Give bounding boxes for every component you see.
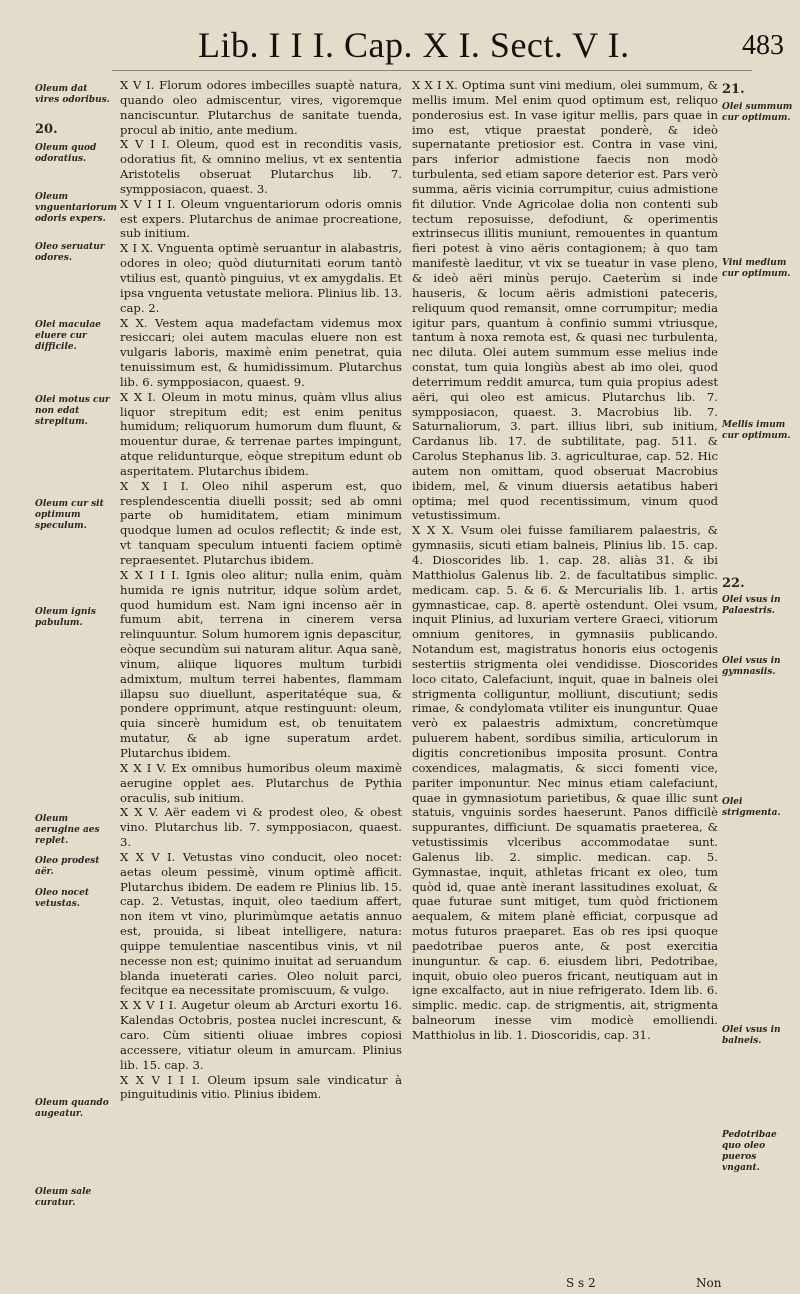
- margin-note: Oleum cur sit optimum speculum.: [35, 499, 104, 531]
- margin-note: Olei summum cur optimum.: [722, 102, 793, 123]
- header-rule: [112, 70, 752, 71]
- section-number-text: 20.: [35, 122, 58, 137]
- margin-note: Oleo prodest aër.: [35, 856, 100, 877]
- margin-note: Olei maculae eluere cur difficile.: [35, 320, 101, 352]
- margin-note: Oleum quod odoratius.: [35, 143, 97, 164]
- paragraph: X X I I. Oleo nihil asperum est, quo resplendescentia diuelli possit; sed ab omni parte ob humiditatem, etiam minimum quodque lumen ad oculos reflectit; & inde est, vt tanquam speculum intuenti faciem optimè repraesentet. Plutarchus ibidem.: [120, 478, 402, 567]
- section-number: [722, 578, 796, 589]
- margin-note: Vini medium cur optimum.: [722, 258, 791, 279]
- margin-note: Mellis imum cur optimum.: [722, 420, 791, 441]
- margin-note: Oleum ignis pabulum.: [35, 607, 96, 628]
- paragraph: X X V I I. Augetur oleum ab Arcturi exortu 16. Kalendas Octobris, postea nuclei increscunt, & caro. Cùm sitienti oliuae imbres copiosi accessere, vitiatur oleum in amurcam. Plinius lib. 15. cap. 3.: [120, 998, 402, 1072]
- paragraph: X X V. Aër eadem vi & prodest oleo, & obest vino. Plutarchus lib. 7. sympposiacon, quaest. 3.: [120, 805, 402, 850]
- margin-note: Oleum quando augeatur.: [35, 1098, 109, 1119]
- margin-note: Olei vsus in Palaestris.: [722, 595, 781, 616]
- margin-note: Olei strigmenta.: [722, 797, 781, 818]
- section-number: [722, 84, 796, 95]
- margin-note: Pedotribae quo oleo pueros vngant.: [722, 1130, 777, 1173]
- paragraph: X X I V. Ex omnibus humoribus oleum maximè aerugine opplet aes. Plutarchus de Pythia oraculis, sub initium.: [120, 760, 402, 805]
- margin-note: Oleum aerugine aes replet.: [35, 814, 100, 846]
- margin-note: Oleum vnguentariorum odoris expers.: [35, 192, 117, 224]
- section-number-text: 22.: [722, 576, 745, 591]
- paragraph: X X V I I I. Oleum ipsum sale vindicatur à pinguitudinis vitio. Plinius ibidem.: [120, 1072, 402, 1102]
- paragraph: X V I I I. Oleum vnguentariorum odoris omnis est expers. Plutarchus de animae procreatione, sub initium.: [120, 196, 402, 241]
- page-number: 483: [742, 30, 784, 61]
- section-number-text: 21.: [722, 82, 745, 97]
- paragraph: X X V I. Vetustas vino conducit, oleo nocet: aetas oleum pessimè, vinum optimè afficit. Plutarchus ibidem. De eadem re Plinius lib. 15. cap. 2. Vetustas, inquit, oleo taedium affert, non item vt vino, plurimùmque aetatis annuo est, prouida, si libeat intelligere, natura: quippe temulentiae nascentibus vinis, vt nil necesse non est; quinimo inuitat ad seruandum blanda inueterati caries. Oleo noluit parci, fecitque ea necessitate promiscuum, & vulgo.: [120, 849, 402, 998]
- paragraph: X X I X. Optima sunt vini medium, olei summum, & mellis imum. Mel enim quod optimum est, reliquo ponderosius est. In vase igitur mellis, pars quae in imo est, vtique praestat ponderè, & ideò supernatante pretiosior est. Contra in vase vini, pars inferior admistione faecis non modò turbulenta, sed etiam sapore deterior est. Pars verò summa, aëris vicinia corrumpitur, cuius admistione fit dilutior. Vnde Agricolae dolia non contenti sub tectum reposuisse, defodiunt, & operimentis extrinsecus illitis muniunt, remouentes in quantum fieri potest à vino aëris contagionem; à quo tam manifestè laeditur, vt vix se tueatur in vase pleno, & ideò aëri minùs perujo. Caeterùm si inde hauseris, & locum aëris admistioni pateceris, reliquum quod remansit, omne corrumpitur; media igitur pars, quantum à confinio summi vtriusque, tantum à noxa remota est, & quasi nec turbulenta, nec diluta. Olei autem summum esse melius inde constat, tum quia longiùs abest ab imo olei, quod deterrimum reddit amurca, tum quia propius adest aëri, qui oleo est amicus. Plutarchus lib. 7. sympposiacon, quaest. 3. Macrobius lib. 7. Saturnaliorum, 3. part. illius libri, sub initium, Cardanus lib. 17. de subtilitate, pag. 511. & Carolus Stephanus lib. 3. agriculturae, cap. 52. Hic autem non omittam, quod obseruat Macrobius ibidem, mel, & vinum diuersis aetatibus haberi optima; mel quod recentissimum, vinum quod vetustissimum.: [412, 78, 718, 523]
- paragraph: X X I. Oleum in motu minus, quàm vllus alius liquor strepitum edit; est enim penitus humidum; reliquorum humorum dum fluunt, & mouentur durae, & terrenae partes impingunt, atque relidunturque, eòque strepitum edunt ob asperitatem. Plutarchus ibidem.: [120, 389, 402, 478]
- paragraph: X X I I I. Ignis oleo alitur; nulla enim, quàm humida re ignis nutritur, idque solùm ardet, quod humidum est. Nam igni incenso aër in fumum abit, terrena in cinerem versa relinquuntur. Solum humorem ignis depascitur, eòque secundùm sui naturam alitur. Aqua sanè, vinum, aliique liquores multum turbidi admixtum, multum terrei habentes, flammam illapsu suo diuellunt, asperitatéque sua, & pondere opprimunt, atque restinguunt: oleum, quia sincerè humidum est, ob tenuitatem mutatur, & ab igne superatum ardet. Plutarchus ibidem.: [120, 567, 402, 760]
- page-header: [0, 0, 800, 70]
- left-text-column: [120, 78, 402, 1102]
- margin-note: Oleo nocet vetustas.: [35, 888, 90, 909]
- running-title: Lib. I I I. Cap. X I. Sect. V I.: [198, 25, 630, 65]
- paragraph: X X X. Vsum olei fuisse familiarem palaestris, & gymnasiis, sicuti etiam balneis, Plinius lib. 15. cap. 4. Dioscorides lib. 1. cap. 28. aliàs 31. & ibi Matthiolus Galenus lib. 2. de facultatibus simplic. medicam. cap. 5. & 6. & Mercurialis lib. 1. artis gymnasticae, cap. 8. apertè ostendunt. Olei vsum, inquit Plinius, ad luxuriam vertere Graeci, vitiorum omnium genitores, in gymnasiis publicando. Notandum est, magistratus honoris eius octogenis sestertiis strigmenta olei vendidisse. Dioscorides loco citato, Calefaciunt, inquit, quae in balneis olei strigmenta colliguntur, molliunt, discutiunt; sedis rimae, & condylomata vtiliter eis inunguntur. Quae verò ex palaestris admixtum, concretùmque puluerem habent, sordibus similia, articulorum in digitis concretionibus imposita prosunt. Contra coxendices, malagmatis, & sicci fomenti vice, pariter imponuntur. Nec minus etiam calefaciunt, quae in gymnasiotum parietibus, & quae illic sunt statuis, vnguinis sordes haeserunt. Panos difficilè suppurantes, difficiunt. De squamatis praeterea, & vetustissimis vlceribus accommodatae sunt. Galenus lib. 2. simplic. medican. cap. 5. Gymnastae, inquit, athletas fricant ex oleo, tum quòd id, quae antè inerant lassitudines exoluat, & quae futurae sunt mitiget, tum quòd frictionem aequalem, & mitem planè efficiat, corpusque ad motus futuros praeparet. Eas ob res ipsi quoque paedotribae pueros ante, & post exercitia inunguntur. & cap. 6. eiusdem libri, Pedotribae, inquit, obuio oleo pueros fricant, neutiquam aut in igne excalfacto, aut in niue refrigerato. Idem lib. 6. simplic. medic. cap. de strigmentis, ait, strigmenta balneorum inesse vim modicè emolliendi. Matthiolus in lib. 1. Dioscoridis, cap. 31.: [412, 523, 718, 1042]
- margin-note: Oleum dat vires odoribus.: [35, 84, 110, 105]
- margin-note: Olei vsus in balneis.: [722, 1025, 781, 1046]
- section-number: [35, 124, 113, 135]
- catchword: Non: [696, 1276, 722, 1290]
- margin-note: Oleum sale curatur.: [35, 1187, 92, 1208]
- margin-note: Olei motus cur non edat strepitum.: [35, 395, 110, 427]
- paragraph: X V I. Florum odores imbecilles suaptè natura, quando oleo admiscentur, vires, vigoremque nanciscuntur. Plutarchus de sanitate tuenda, procul ab initio, ante medium.: [120, 78, 402, 137]
- paragraph: X X. Vestem aqua madefactam videmus mox resiccari; olei autem maculas eluere non est vulgaris laboris, maximè enim penetrat, quia tenuissimum est, & humidissimum. Plutarchus lib. 6. sympposiacon, quaest. 9.: [120, 315, 402, 389]
- margin-note: Oleo seruatur odores.: [35, 242, 105, 263]
- margin-note: Olei vsus in gymnasiis.: [722, 656, 781, 677]
- paragraph: X I X. Vnguenta optimè seruantur in alabastris, odores in oleo; quòd diuturnitati eorum tantò vtilius est, quantò pinguius, vt ex amygdalis. Et ipsa vnguenta vetustate meliora. Plinius lib. 13. cap. 2.: [120, 241, 402, 315]
- right-text-column: [412, 78, 718, 1043]
- paragraph: X V I I. Oleum, quod est in reconditis vasis, odoratius fit, & omnino melius, vt ex sententia Aristotelis obseruat Plutarchus lib. 7. sympposiacon, quaest. 3.: [120, 137, 402, 196]
- signature-mark: S s 2: [566, 1276, 596, 1290]
